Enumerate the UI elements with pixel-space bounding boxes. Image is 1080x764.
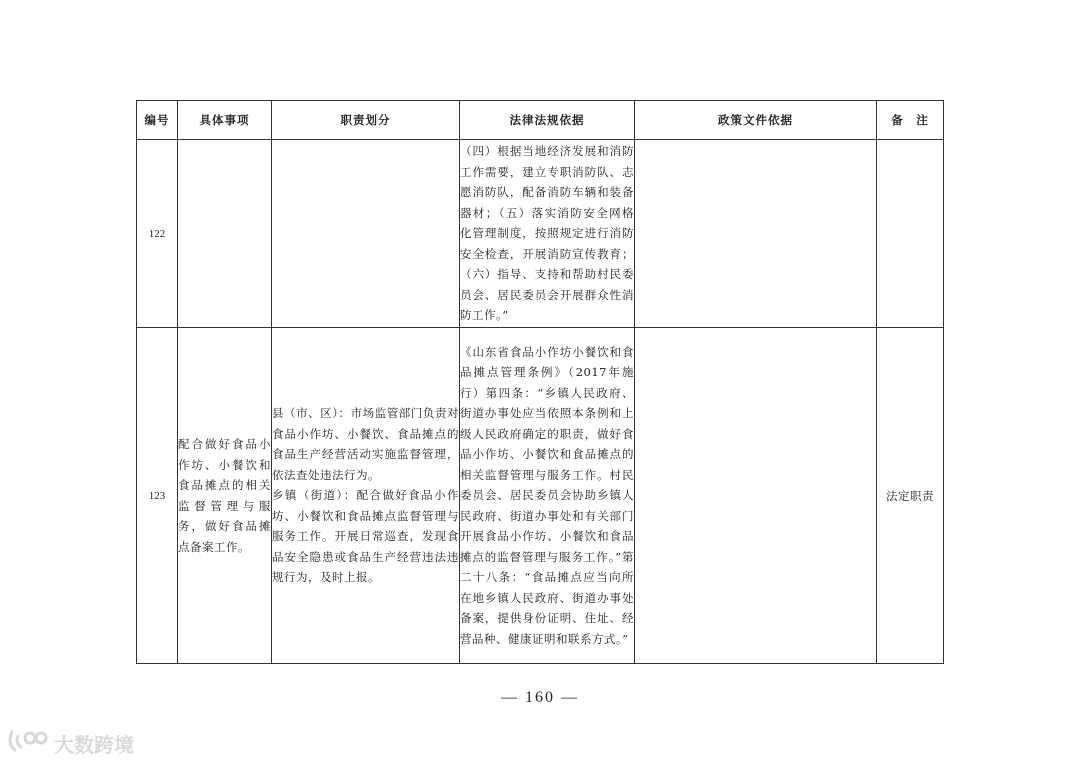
header-num: 编号 (137, 101, 178, 140)
row-duty (272, 140, 460, 328)
page-number: — 160 — (501, 689, 579, 706)
table-row (137, 140, 944, 328)
row-law: 《山东省食品小作坊小餐饮和食品摊点管理条例》（2017年施行）第四条：“乡镇人民政府、街道办事处应当依照本条例和上级人民政府确定的职责，做好食品小作坊、小餐饮和食品摊点的相关监督管理与服务工作。村民委员会、居民委员会协助乡镇人民政府、街道办事处和有关部门开展食品小作坊、小餐饮和食品摊点的监督管理与服务工作。”第二十八条：“食品摊点应当向所在地乡镇人民政府、街道办事处备案，提供身份证明、住址、经营品种、健康证明和联系方式。” (460, 328, 635, 664)
watermark-text: 大数跨境 (54, 733, 134, 757)
row-policy (635, 328, 877, 664)
row-item: 配合做好食品小作坊、小餐饮和食品摊点的相关监督管理与服务，做好食品摊点备案工作。 (178, 328, 272, 664)
row-num: 122 (137, 140, 178, 328)
row-item (178, 140, 272, 328)
table-row (137, 328, 944, 664)
table-header-row (137, 101, 944, 140)
row-law: （四）根据当地经济发展和消防工作需要，建立专职消防队、志愿消防队，配备消防车辆和装备器材；（五）落实消防安全网格化管理制度，按照规定进行消防安全检查，开展消防宣传教育；（六）指导、支持和帮助村民委员会、居民委员会开展群众性消防工作。” (460, 140, 635, 328)
header-law: 法律法规依据 (460, 101, 635, 140)
watermark-logo-icon (8, 728, 48, 759)
row-remark (877, 140, 944, 328)
watermark (8, 728, 134, 759)
header-duty: 职责划分 (272, 101, 460, 140)
row-remark: 法定职责 (877, 328, 944, 664)
header-policy: 政策文件依据 (635, 101, 877, 140)
row-policy (635, 140, 877, 328)
responsibility-table (136, 100, 944, 664)
header-remark: 备 注 (877, 101, 944, 140)
row-duty (272, 328, 460, 664)
duty-town: 乡镇（街道）：配合做好食品小作坊、小餐饮和食品摊点监督管理与服务工作。开展日常巡查，发现食品安全隐患或食品生产经营违法违规行为，及时上报。 (272, 488, 459, 585)
row-num: 123 (137, 328, 178, 664)
header-item: 具体事项 (178, 101, 272, 140)
duty-county: 县（市、区）：市场监管部门负责对食品小作坊、小餐饮、食品摊点的食品生产经营活动实施监督管理，依法查处违法行为。 (272, 406, 459, 482)
